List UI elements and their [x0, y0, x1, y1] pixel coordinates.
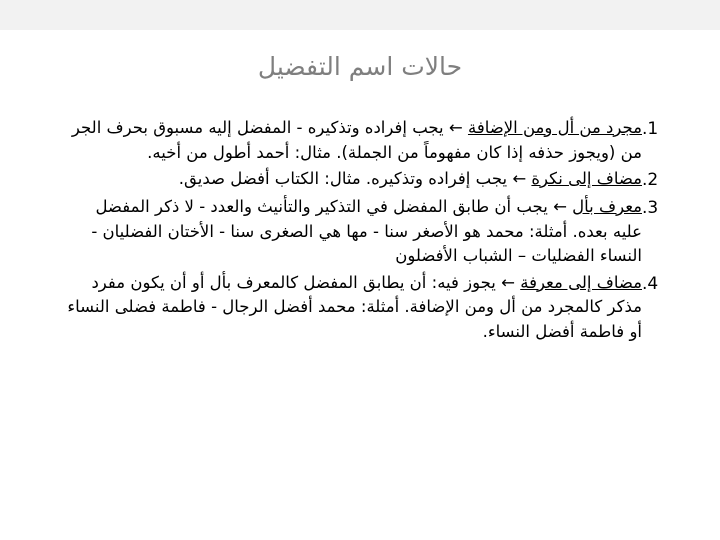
list-item	[64, 195, 674, 269]
item-text	[64, 271, 642, 345]
item-number: .4	[642, 273, 659, 294]
item-description: يجب إفراده وتذكيره - المفضل إليه مسبوق بحرف الجر من (ويجوز حذفه إذا كان مفهوماً من الجملة). مثال: أحمد أطول من أخيه.	[71, 118, 642, 162]
item-description: يجوز فيه: أن يطابق المفضل كالمعرف بأل أو أن يكون مفرد مذكر كالمجرد من أل ومن الإضافة. أمثلة: محمد أفضل الرجال - فاطمة فضلى النساء أو فاطمة أفضل النساء.	[67, 272, 642, 341]
item-number: .1	[642, 119, 659, 139]
item-term: مضاف إلى معرفة	[520, 272, 642, 292]
item-text	[64, 195, 642, 269]
item-description: يجب إفراده وتذكيره. مثال: الكتاب أفضل صديق.	[178, 169, 508, 188]
arrow-icon: ←	[512, 169, 527, 188]
item-number: .3	[642, 198, 659, 218]
list-item	[64, 167, 674, 193]
slide-title: حالات اسم التفضيل	[257, 52, 463, 81]
item-number: .2	[642, 170, 659, 190]
list-item	[64, 271, 674, 345]
item-text	[64, 116, 642, 165]
item-text	[64, 167, 642, 192]
arrow-icon: ←	[553, 197, 567, 216]
item-term: معرف بأل	[572, 197, 642, 216]
header-band	[0, 0, 720, 30]
numbered-list	[64, 116, 674, 346]
item-term: مجرد من أل ومن الإضافة	[467, 118, 642, 137]
item-description: يجب أن طابق المفضل في التذكير والتأنيث والعدد - لا ذكر المفضل عليه بعده. أمثلة: محمد هو الأصغر سنا - مها هي الصغرى سنا - الأختان الفضليان - النساء الفضليات – الشباب الأفضلون	[91, 197, 642, 265]
arrow-icon: ←	[448, 118, 463, 137]
arrow-icon: ←	[501, 272, 515, 292]
list-item	[64, 116, 674, 165]
item-term: مضاف إلى نكرة	[531, 169, 642, 188]
